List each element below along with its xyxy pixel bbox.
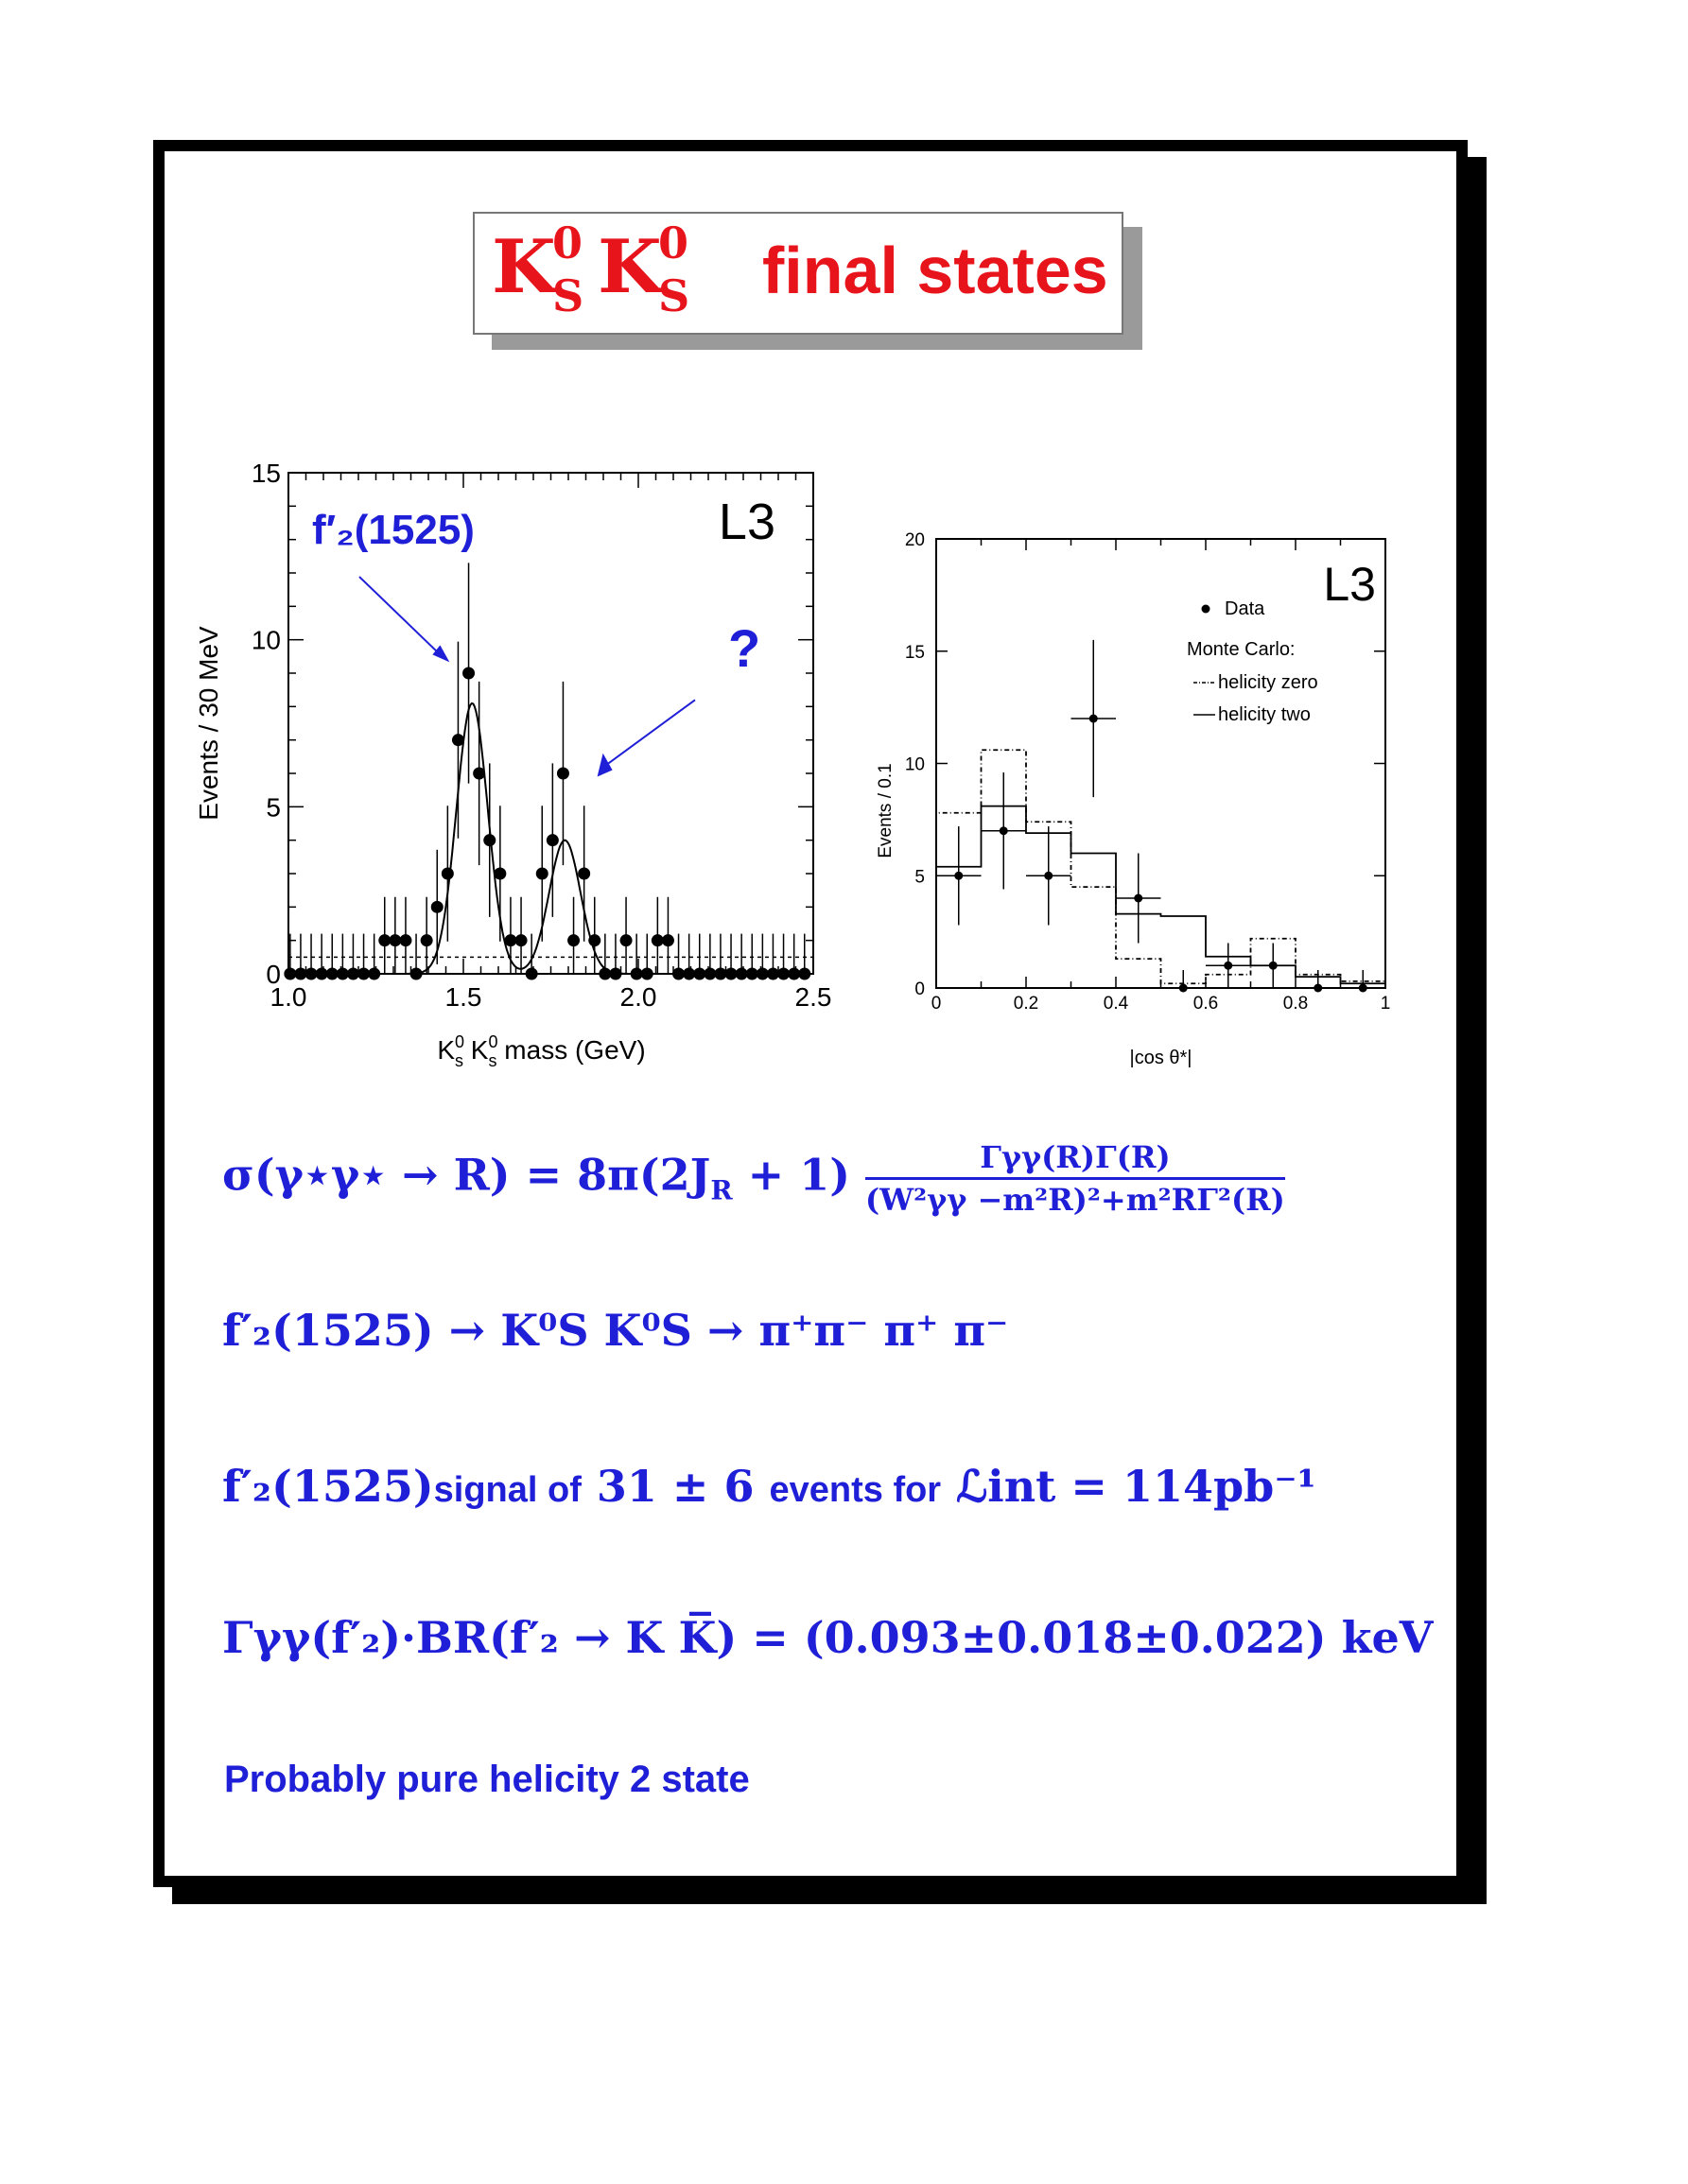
data-point xyxy=(693,968,705,980)
signal-equation xyxy=(222,1461,1316,1512)
data-point xyxy=(1314,984,1322,993)
data-point xyxy=(746,968,758,980)
data-point xyxy=(578,868,590,880)
experiment-badge: L3 xyxy=(718,494,775,550)
data-point xyxy=(347,968,359,980)
y-tick-label: 10 xyxy=(904,754,925,775)
legend-data-marker xyxy=(1202,605,1210,614)
mass-spectrum-chart xyxy=(180,454,861,1106)
x-tick-label: 0 xyxy=(931,994,942,1014)
data-point xyxy=(662,934,674,946)
data-point xyxy=(683,968,695,980)
experiment-badge: L3 xyxy=(1323,558,1376,611)
data-point xyxy=(504,934,516,946)
title-kaon-2: K 0 S xyxy=(598,217,690,321)
data-point xyxy=(284,968,296,980)
width-equation: Γγγ(f′₂)·BR(f′₂ → K K̅) = (0.093±0.018±0.022) keV xyxy=(222,1612,1434,1663)
data-point xyxy=(483,834,496,846)
peak-label-f2: f′₂(1525) xyxy=(312,507,475,553)
data-point xyxy=(599,968,611,980)
y-tick-label: 0 xyxy=(266,960,281,989)
data-point xyxy=(368,968,380,980)
legend-helicity-two-label: helicity two xyxy=(1218,704,1311,725)
x-tick-label: 0.2 xyxy=(1013,994,1039,1014)
data-point xyxy=(494,868,506,880)
data-point xyxy=(1134,894,1142,903)
data-point xyxy=(609,968,621,980)
data-point xyxy=(294,968,306,980)
helicity-angle-chart xyxy=(861,520,1418,1087)
eq1-lhs: σ(γ⋆γ⋆ → R) = 8π(2J xyxy=(222,1149,711,1201)
eq1-fraction xyxy=(865,1139,1285,1218)
eq3-signal-label: signal of xyxy=(433,1470,582,1510)
data-point xyxy=(788,968,800,980)
data-point xyxy=(777,968,790,980)
data-point xyxy=(954,872,963,880)
legend-mc-header: Monte Carlo: xyxy=(1187,639,1296,660)
data-point xyxy=(725,968,738,980)
data-point xyxy=(588,934,600,946)
x-axis-label: |cos θ*| xyxy=(1129,1048,1192,1068)
data-point xyxy=(1044,872,1053,880)
y-axis-label: Events / 0.1 xyxy=(876,763,896,858)
title-symbol xyxy=(492,217,704,321)
x-tick-label: 0.4 xyxy=(1103,994,1129,1014)
data-point xyxy=(641,968,653,980)
eq3-signal-value: 31 ± 6 xyxy=(596,1461,755,1512)
data-point xyxy=(672,968,685,980)
data-point xyxy=(410,968,423,980)
decay-chain-equation: f′₂(1525) → K⁰S K⁰S → π⁺π⁻ π⁺ π⁻ xyxy=(222,1305,1009,1356)
plot-frame xyxy=(936,539,1385,988)
title-kaon-1: K 0 S xyxy=(492,217,584,321)
eq1-mid: + 1) xyxy=(732,1149,850,1201)
eq1-lhs-sub: R xyxy=(710,1174,733,1206)
legend-data-label: Data xyxy=(1225,598,1265,619)
y-tick-label: 15 xyxy=(251,459,281,488)
data-point xyxy=(1089,715,1098,723)
eq1-numerator: Γγγ(R)Γ(R) xyxy=(865,1139,1285,1180)
data-point xyxy=(473,768,485,780)
y-tick-label: 5 xyxy=(914,867,925,888)
data-point xyxy=(326,968,339,980)
data-point xyxy=(515,934,528,946)
x-axis-label: $K^0$ s $K^0$ s mass (GeV) xyxy=(437,1032,646,1070)
x-tick-label: 2.0 xyxy=(619,982,657,1012)
data-point xyxy=(305,968,318,980)
eq3-state: f′₂(1525) xyxy=(222,1461,434,1512)
data-point xyxy=(1000,826,1008,835)
data-point xyxy=(704,968,716,980)
data-point xyxy=(452,734,464,746)
data-point xyxy=(378,934,391,946)
eq1-denominator: (W²γγ −m²R)²+m²RΓ²(R) xyxy=(865,1182,1285,1218)
data-point xyxy=(714,968,726,980)
x-tick-label: 0.6 xyxy=(1192,994,1219,1014)
x-tick-label: 0.8 xyxy=(1282,994,1309,1014)
x-tick-label: 2.5 xyxy=(794,982,832,1012)
data-point xyxy=(421,934,433,946)
data-point xyxy=(462,667,475,680)
data-point xyxy=(337,968,349,980)
peak-arrow-unknown xyxy=(604,700,695,767)
x-tick-label: 1 xyxy=(1380,994,1391,1014)
data-point xyxy=(767,968,779,980)
data-point xyxy=(1269,962,1278,970)
data-point xyxy=(620,934,633,946)
y-axis-label: Events / 30 MeV xyxy=(194,626,223,821)
data-point xyxy=(547,834,559,846)
y-tick-label: 5 xyxy=(266,792,281,823)
peak-arrowhead-unknown xyxy=(598,754,613,777)
data-point xyxy=(652,934,664,946)
data-point xyxy=(757,968,769,980)
title-text: final states xyxy=(762,234,1108,307)
conclusion-note: Probably pure helicity 2 state xyxy=(224,1759,750,1800)
data-point xyxy=(389,934,401,946)
legend-helicity-zero-label: helicity zero xyxy=(1218,672,1318,693)
data-point xyxy=(1359,984,1367,993)
peak-label-unknown: ? xyxy=(728,617,761,678)
data-point xyxy=(442,868,454,880)
y-tick-label: 20 xyxy=(904,530,925,550)
data-point xyxy=(736,968,748,980)
cross-section-equation xyxy=(222,1139,1285,1218)
y-tick-label: 10 xyxy=(251,625,281,655)
data-point xyxy=(357,968,370,980)
peak-arrowhead-f2 xyxy=(432,645,449,662)
data-point xyxy=(631,968,643,980)
data-point xyxy=(567,934,580,946)
eq3-luminosity: ℒint = 114pb⁻¹ xyxy=(956,1461,1316,1512)
data-point xyxy=(1179,984,1188,993)
data-point xyxy=(557,768,569,780)
data-point xyxy=(536,868,548,880)
y-tick-label: 15 xyxy=(904,642,925,663)
peak-arrow-f2 xyxy=(359,577,442,656)
y-tick-label: 0 xyxy=(914,979,925,999)
data-point xyxy=(399,934,411,946)
data-point xyxy=(431,901,444,913)
data-point xyxy=(1224,962,1232,970)
data-point xyxy=(798,968,810,980)
eq3-events-label: events for xyxy=(769,1470,942,1510)
data-point xyxy=(316,968,328,980)
title-box xyxy=(473,212,1123,335)
x-tick-label: 1.0 xyxy=(270,982,307,1012)
data-point xyxy=(526,968,538,980)
x-tick-label: 1.5 xyxy=(444,982,482,1012)
